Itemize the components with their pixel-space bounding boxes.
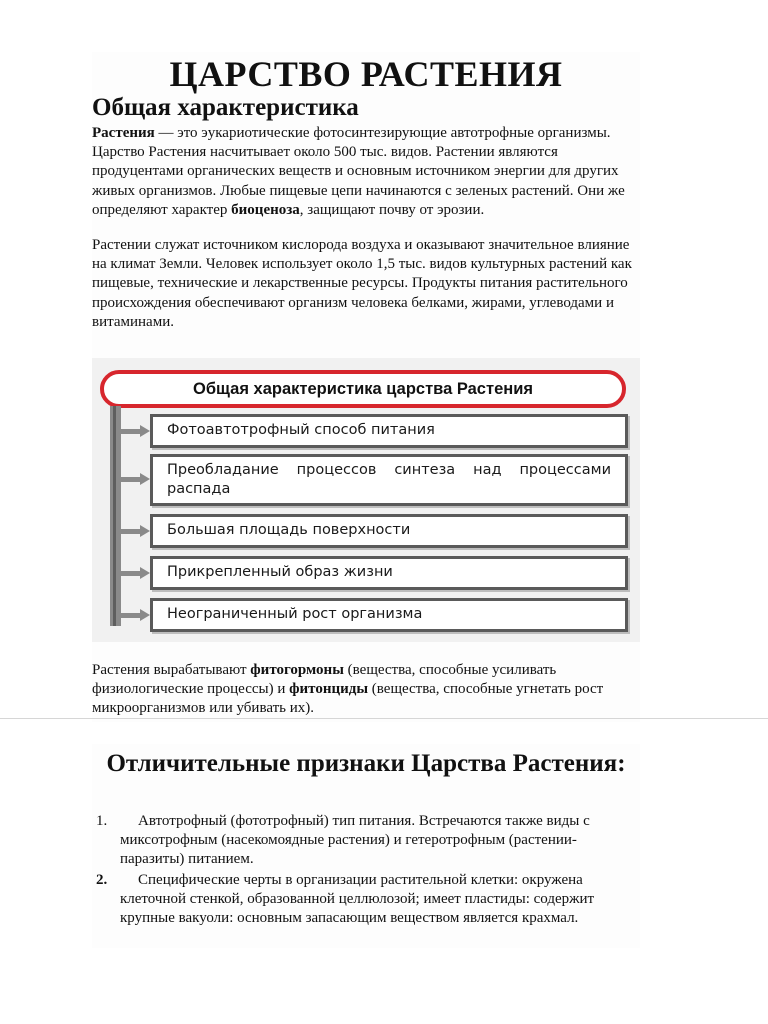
intro-paragraph xyxy=(92,124,637,220)
list-number: 1. xyxy=(96,813,108,829)
page-title: ЦАРСТВО РАСТЕНИЯ xyxy=(169,54,563,94)
arrow-icon xyxy=(120,526,150,536)
phytohormones-paragraph xyxy=(92,661,637,719)
characteristics-diagram xyxy=(92,358,640,642)
list-text: Автотрофный (фототрофный) тип питания. Встречаются также виды с миксотрофным (насекомоядные растения) и гетеротрофным (растении-паразиты) питанием. xyxy=(120,813,590,868)
phyto-text-b: (вещества, способные усиливать физиологические процессы) и xyxy=(92,662,557,698)
diagram-box: Фотоавтотрофный способ питания xyxy=(150,414,628,448)
arrow-icon xyxy=(120,568,150,578)
arrow-icon xyxy=(120,610,150,620)
term-phytohormones: фитогормоны xyxy=(250,662,344,678)
phyto-text-a: Растения вырабатывают xyxy=(92,662,251,678)
diagram-box: Неограниченный рост организма xyxy=(150,598,628,632)
diagram-box: Большая площадь поверхности xyxy=(150,514,628,548)
diagram-header: Общая характеристика царства Растения xyxy=(100,370,626,408)
diagram-box: Преобладание процессов синтеза над процессами распада xyxy=(150,454,628,506)
diagram-trunk xyxy=(110,406,121,626)
list-number: 2. xyxy=(96,872,108,888)
section-subtitle: Общая характеристика xyxy=(92,94,359,121)
section2-heading: Отличительные признаки Царства Растения: xyxy=(106,750,626,777)
term-phytoncides: фитонциды xyxy=(289,681,369,698)
intro-text-a: — это эукариотические фотосинтезирующие автотрофные организмы. Царство Растения насчитывает около 500 тыс. видов. Растении являются продуцентами органических веществ и основным источником энергии для других живых организмов. Любые пищевые цепи начинаются с зеленых растений. Они же определяют характер xyxy=(92,125,625,218)
intro-text-b: , защищают почву от эрозии. xyxy=(299,201,485,218)
diagram-box: Прикрепленный образ жизни xyxy=(150,556,628,590)
term-plants: Растения xyxy=(92,125,155,141)
arrow-icon xyxy=(120,426,150,436)
arrow-icon xyxy=(120,474,150,484)
phyto-text-c: (вещества, способные угнетать рост микроорганизмов или убивать их). xyxy=(92,681,604,717)
term-biocenosis: биоценоза xyxy=(231,201,300,218)
oxygen-paragraph: Растении служат источником кислорода воздуха и оказывают значительное влияние на климат Земли. Человек использует около 1,5 тыс. видов культурных растений как пищевые, технические и лекарственные ресурсы. Продукты питания растительного происхождения обеспечивают организм человека белками, жирами, углеводами и витаминами. xyxy=(92,237,632,330)
list-text: Специфические черты в организации растительной клетки: окружена клеточной стенкой, образованной целлюлозой; имеет пластиды: содержит крупные вакуоли: основным запасающим веществом является крахмал. xyxy=(120,872,595,927)
